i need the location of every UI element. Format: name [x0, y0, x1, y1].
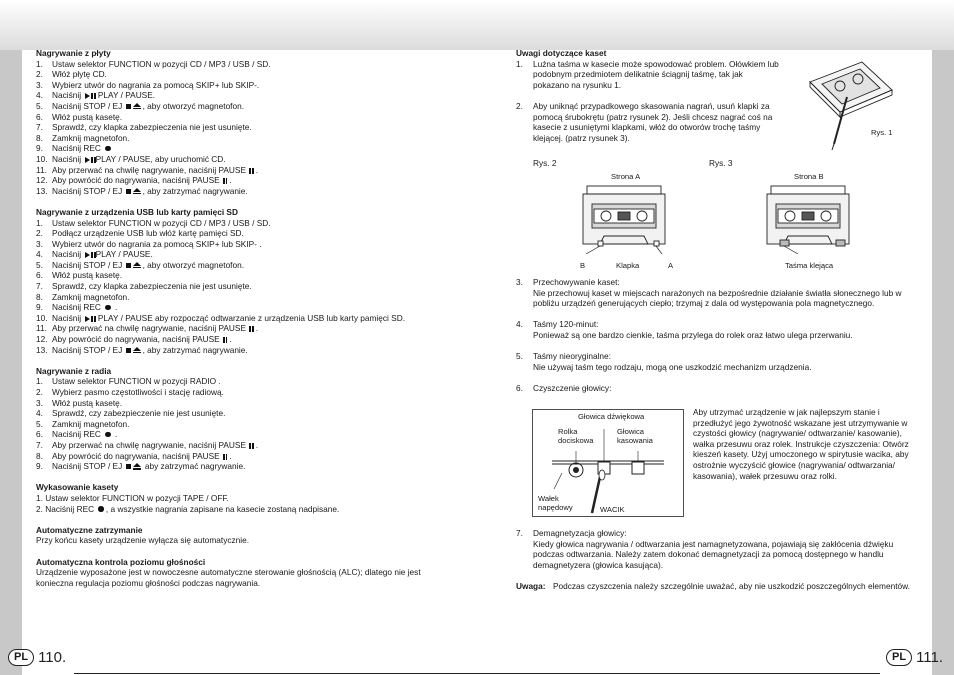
section-heading: Nagrywanie z urządzenia USB lub karty pamięci SD [36, 206, 238, 217]
record-icon [98, 506, 104, 512]
section-heading: Nagrywanie z płyty [36, 48, 111, 58]
pause-icon [248, 165, 253, 175]
list-item: 2. Wybierz pasmo częstotliwości i stację radiową. [36, 387, 224, 397]
pause-icon [248, 440, 253, 450]
head-cleaning-text: Aby utrzymać urządzenie w jak najlepszym stanie i przedłużyć jego żywotność wskazane jest utrzymywanie w czystości głowicy (nagrywanie/ odtwarzanie/ kasowanie), wałka przesuwu oraz rolek. Instrukcje czyszczenia: Otwórz kieszeń kasety. Użyj umoczonego w spirytusie wacika, aby ostrożnie wyczyścić głowice (nagrywania/ odtwarzania/ kasowania), wałek przesuwu oraz rolki. [693, 407, 909, 481]
list-item: 6. Czyszczenie głowicy: [516, 382, 612, 393]
section-heading: Automatyczna kontrola poziomu głośności [36, 556, 206, 567]
label-a: A [668, 261, 674, 270]
left-side-stripe [0, 50, 22, 675]
list-item: 11. Aby przerwać na chwilę nagrywanie, naciśnij PAUSE . [36, 323, 259, 334]
paragraph: 2. Naciśnij REC , a wszystkie nagrania zapisane na kasecie zostaną nadpisane. [36, 503, 340, 514]
section-heading: Uwagi dotyczące kaset [516, 48, 607, 58]
list-item: 8. Zamknij magnetofon. [36, 291, 130, 302]
play-pause-icon [83, 90, 95, 100]
steps-list [36, 376, 451, 471]
list-item: 4. Naciśnij PLAY / PAUSE. [36, 90, 156, 101]
list-item: 7. Demagnetyzacja głowicy: Kiedy głowica nagrywania / odtwarzania jest namagnetyzowana, pojawiają się zakłócenia dźwięku podczas odtwarzania. Należy zatem dokonać demagnetyzacji za pomocą dostępnego w handlu demagnetyzera (głowica kasująca). [516, 528, 894, 570]
play-pause-icon [83, 313, 95, 323]
label-erase-head: Głowica kasowania [617, 427, 653, 445]
list-item: 10. Naciśnij PLAY / PAUSE aby rozpocząć odtwarzanie z urządzenia USB lub karty pamięci SD. [36, 312, 406, 323]
language-badge-right: PL [886, 649, 912, 666]
section-erase-tape [36, 482, 451, 514]
list-item: 3. Przechowywanie kaset: Nie przechowuj kaset w miejscach narażonych na bezpośrednie działanie światła słonecznego lub w pobliżu urządzeń generujących ciepło; trzymaj z dala od występowania pola magnetycznego. [516, 277, 902, 309]
page-number-left [8, 643, 66, 671]
eject-icon [133, 103, 141, 107]
language-badge-left: PL [8, 649, 34, 666]
list-item: 7. Aby przerwać na chwilę nagrywanie, naciśnij PAUSE . [36, 439, 259, 450]
label-klapka: Klapka [616, 261, 640, 270]
page-number-text-right: 111. [916, 648, 944, 666]
stop-icon [126, 104, 131, 109]
list-item: 4. Naciśnij PLAY / PAUSE. [36, 249, 153, 260]
steps-list [36, 59, 451, 197]
list-item: 12. Aby powrócić do nagrywania, naciśnij PAUSE . [36, 334, 232, 345]
list-item: 3. Wybierz utwór do nagrania za pomocą SKIP+ lub SKIP-. [36, 79, 260, 90]
list-item: 9. Naciśnij REC . [36, 302, 118, 313]
label-capstan: Wałek napędowy [538, 494, 573, 512]
list-item: 4. Taśmy 120-minut: Ponieważ są one bardzo cienkie, taśma przylega do rolek oraz łatwo ulega przerwaniu. [516, 319, 853, 340]
list-item: 13. Naciśnij STOP / EJ , aby zatrzymać nagrywanie. [36, 185, 248, 196]
label-b: B [580, 261, 586, 270]
list-item: 8. Aby powrócić do nagrywania, naciśnij PAUSE . [36, 450, 232, 461]
list-item: 10. Naciśnij PLAY / PAUSE, aby uruchomić CD. [36, 153, 226, 164]
list-item: 5. Naciśnij STOP / EJ , aby otworzyć magnetofon. [36, 259, 245, 270]
list-item: 5. Naciśnij STOP / EJ , aby otworzyć magnetofon. [36, 100, 245, 111]
list-item: 7. Sprawdź, czy klapka zabezpieczenia nie jest usunięte. [36, 281, 252, 292]
eject-icon [133, 188, 141, 192]
label-cotton-swab: WACIK [600, 505, 625, 514]
paragraph: Urządzenie wyposażone jest w nowoczesne automatyczne sterowanie głośnością (ALC); dlatego nie jest konieczna regulacja poziomu głośności podczas nagrywania. [36, 567, 421, 588]
cassette-side-a-figure [580, 184, 668, 254]
list-item: 1. Ustaw selektor FUNCTION w pozycji CD / MP3 / USB / SD. [36, 58, 271, 69]
list-item: 5. Taśmy nieoryginalne: Nie używaj taśm tego rodzaju, mogą one uszkodzić mechanizm urządzenia. [516, 351, 812, 372]
record-icon [105, 146, 111, 152]
section-record-radio [36, 366, 451, 472]
list-item: 2. Włóż płytę CD. [36, 69, 107, 80]
page-number-right [886, 643, 943, 671]
list-item: 6. Włóż pustą kasetę. [36, 111, 123, 122]
list-item: 11. Aby przerwać na chwilę nagrywanie, naciśnij PAUSE . [36, 164, 259, 175]
pause-icon [248, 323, 253, 333]
list-item: 2. Podłącz urządzenie USB lub włóż kartę pamięci SD. [36, 228, 244, 239]
eject-icon [133, 347, 141, 351]
paragraph: Przy końcu kasety urządzenie wyłącza się automatycznie. [36, 535, 250, 546]
section-record-usb [36, 207, 451, 355]
side-a-label: Strona A [611, 172, 641, 181]
paragraph: 1. Ustaw selektor FUNCTION w pozycji TAPE / OFF. [36, 492, 229, 503]
list-item: 5. Zamknij magnetofon. [36, 418, 130, 429]
cassette-pencil-figure [800, 52, 900, 152]
play-pause-icon [83, 249, 95, 259]
section-auto-stop [36, 525, 451, 546]
right-notes-lower [516, 277, 911, 394]
list-item: 1. Ustaw selektor FUNCTION w pozycji CD / MP3 / USB / SD. [36, 217, 271, 228]
eject-icon [133, 262, 141, 266]
list-item: 6. Naciśnij REC . [36, 429, 118, 440]
stop-icon [126, 263, 131, 268]
stop-icon [126, 348, 131, 353]
list-item: 3. Włóż pustą kasetę. [36, 397, 123, 408]
label-sound-head: Głowica dźwiękowa [578, 412, 645, 421]
section-heading: Automatyczne zatrzymanie [36, 524, 143, 535]
list-item: 13. Naciśnij STOP / EJ , aby zatrzymać nagrywanie. [36, 344, 248, 355]
list-item: 1. Luźna taśma w kasecie może spowodować problem. Ołówkiem lub podobnym przedmiotem delikatnie ściągnij taśmę, tak jak pokazano na rysunku 1. [516, 58, 779, 90]
stop-icon [126, 464, 131, 469]
label-pinch-roller: Rolka dociskowa [558, 427, 594, 445]
figure-caption-rys3: Rys. 3 [709, 158, 733, 168]
side-b-label: Strona B [794, 172, 824, 181]
left-page-column [36, 48, 451, 599]
pause-icon [222, 451, 227, 461]
section-alc [36, 557, 451, 589]
pause-icon [222, 334, 227, 344]
list-item: 9. Naciśnij STOP / EJ aby zatrzymać nagrywanie. [36, 461, 246, 472]
list-item: 8. Zamknij magnetofon. [36, 132, 130, 143]
section-heading: Wykasowanie kasety [36, 482, 119, 493]
page-number-text-left: 110. [38, 648, 67, 666]
cassette-side-b-figure [764, 184, 852, 254]
list-item: 1. Ustaw selektor FUNCTION w pozycji RADIO . [36, 376, 221, 387]
right-side-stripe [932, 50, 954, 675]
top-gradient-band [0, 0, 954, 50]
section-record-cd [36, 48, 451, 196]
record-icon [105, 305, 111, 311]
figure-caption-rys1: Rys. 1 [871, 128, 893, 137]
steps-list [36, 218, 451, 356]
right-notes-final [516, 528, 911, 592]
play-pause-icon [83, 154, 95, 164]
bottom-rule [74, 673, 880, 674]
list-item: 7. Sprawdź, czy klapka zabezpieczenia nie jest usunięte. [36, 122, 252, 133]
list-item: 6. Włóż pustą kasetę. [36, 270, 123, 281]
section-heading: Nagrywanie z radia [36, 365, 112, 376]
list-item: 2. Aby uniknąć przypadkowego skasowania nagrań, usuń klapki za pomocą śrubokrętu (patrz rysunek 2). Jeśli chcesz nagrać coś na kasecie z usuniętymi klapkami, włóż do otworów trochę taśmy klejącej. (patrz rysunek 3). [516, 100, 773, 143]
list-item: 12. Aby powrócić do nagrywania, naciśnij PAUSE . [36, 175, 232, 186]
eject-icon [133, 463, 141, 467]
figure-caption-rys2: Rys. 2 [533, 158, 557, 168]
note: Uwaga: Podczas czyszczenia należy szczególnie uważać, aby nie uszkodzić poszczególnych elementów. [516, 580, 910, 591]
pause-icon [222, 175, 227, 185]
list-item: 9. Naciśnij REC [36, 143, 451, 154]
list-item: 3. Wybierz utwór do nagrania za pomocą SKIP+ lub SKIP- . [36, 238, 262, 249]
stop-icon [126, 189, 131, 194]
record-icon [105, 432, 111, 438]
label-adhesive-tape: Taśma klejąca [785, 261, 834, 270]
list-item: 4. Sprawdź, czy zabezpieczenie nie jest usunięte. [36, 408, 226, 419]
